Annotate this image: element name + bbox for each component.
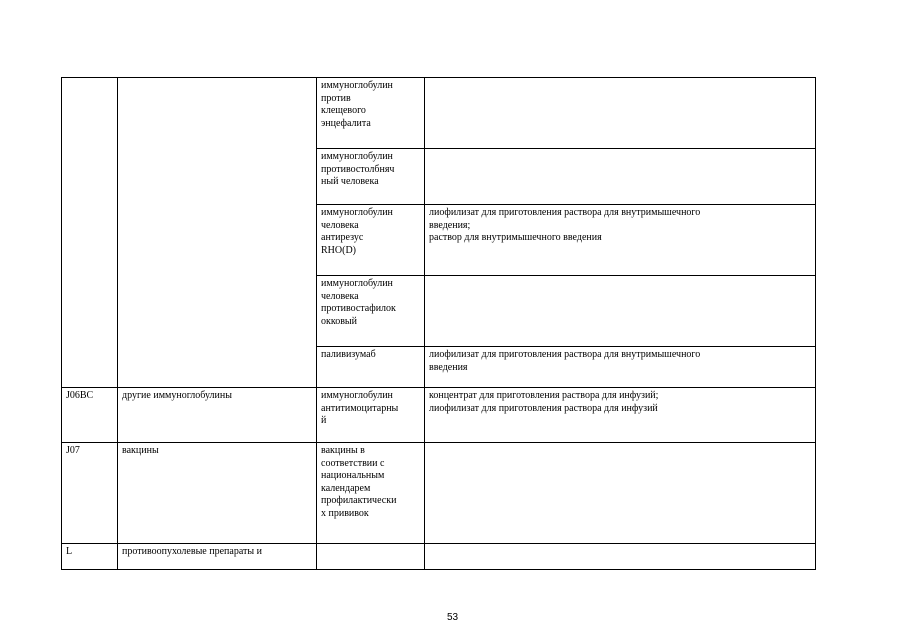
dosage-forms-cell bbox=[425, 544, 816, 570]
drug-name-cell: вакцины в соответствии с национальным календарем профилактически х прививок bbox=[317, 443, 425, 544]
group-name-cell: вакцины bbox=[118, 443, 317, 544]
dosage-forms-cell bbox=[425, 443, 816, 544]
drug-name-cell: иммуноглобулин человека противостафилок окковый bbox=[317, 276, 425, 347]
drug-table bbox=[61, 77, 816, 570]
group-name-cell bbox=[118, 78, 317, 388]
table-row bbox=[62, 544, 816, 570]
drug-name-cell: паливизумаб bbox=[317, 347, 425, 388]
table-row bbox=[62, 388, 816, 443]
drug-name-cell bbox=[317, 544, 425, 570]
atc-code-cell bbox=[62, 78, 118, 388]
dosage-forms-cell bbox=[425, 276, 816, 347]
drug-name-cell: иммуноглобулин против клещевого энцефалита bbox=[317, 78, 425, 149]
drug-name-cell: иммуноглобулин человека антирезус RHO(D) bbox=[317, 205, 425, 276]
dosage-forms-cell: лиофилизат для приготовления раствора для внутримышечного введения; раствор для внутримышечного введения bbox=[425, 205, 816, 276]
dosage-forms-cell bbox=[425, 78, 816, 149]
group-name-cell: другие иммуноглобулины bbox=[118, 388, 317, 443]
dosage-forms-cell bbox=[425, 149, 816, 205]
drug-name-cell: иммуноглобулин противостолбняч ный человека bbox=[317, 149, 425, 205]
group-name-cell: противоопухолевые препараты и bbox=[118, 544, 317, 570]
drug-name-cell: иммуноглобулин антитимоцитарны й bbox=[317, 388, 425, 443]
atc-code-cell: J07 bbox=[62, 443, 118, 544]
atc-code-cell: L bbox=[62, 544, 118, 570]
table-row bbox=[62, 443, 816, 544]
page-number: 53 bbox=[446, 612, 459, 623]
dosage-forms-cell: концентрат для приготовления раствора для инфузий; лиофилизат для приготовления раствора для инфузий bbox=[425, 388, 816, 443]
table-row bbox=[62, 78, 816, 149]
atc-code-cell: J06BC bbox=[62, 388, 118, 443]
dosage-forms-cell: лиофилизат для приготовления раствора для внутримышечного введения bbox=[425, 347, 816, 388]
